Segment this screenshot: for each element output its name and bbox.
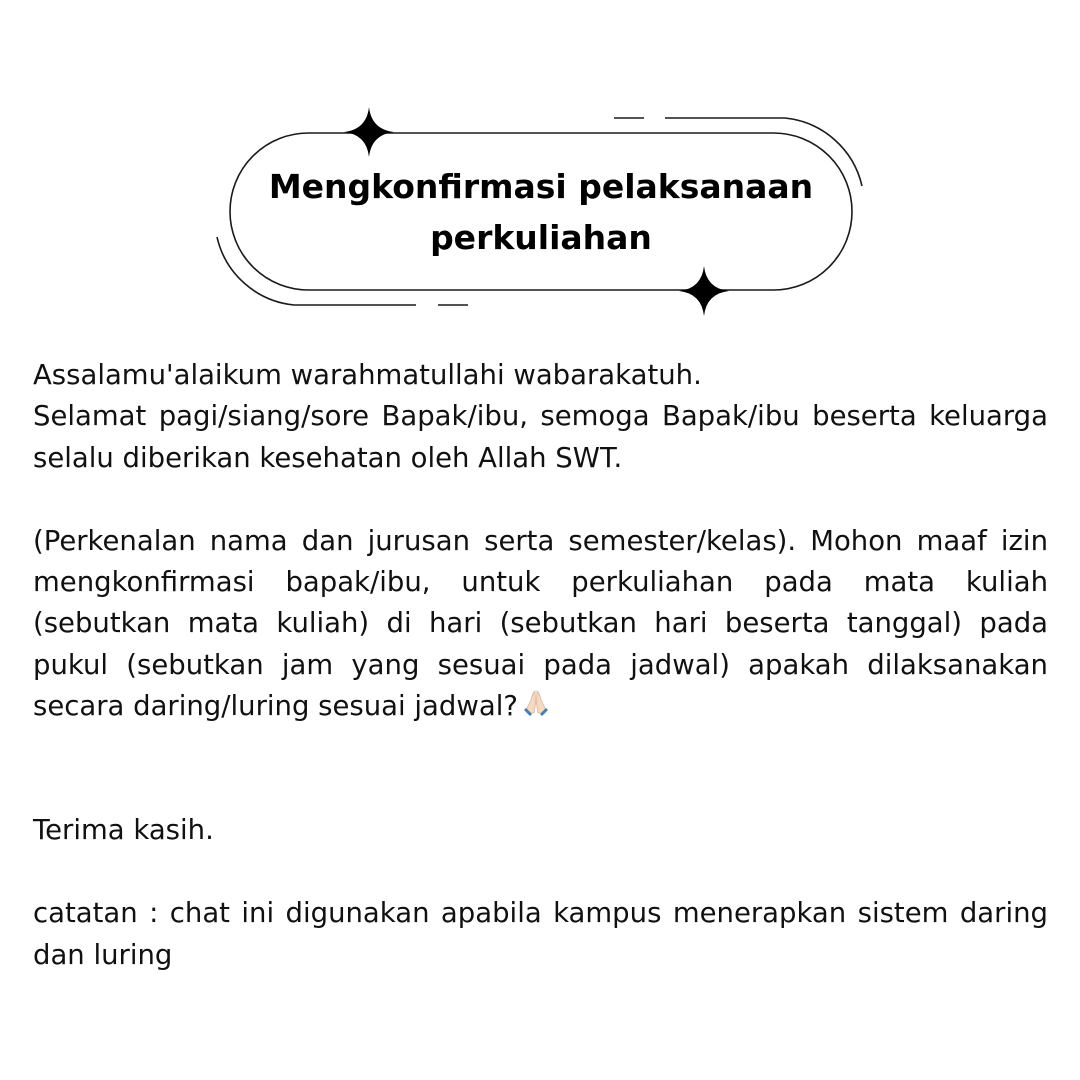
request-paragraph [33,521,1048,728]
spacer [33,479,1048,520]
wishes-paragraph: Selamat pagi/siang/sore Bapak/ibu, semoga Bapak/ibu beserta keluarga selalu diberikan kesehatan oleh Allah SWT. [33,400,1048,474]
title-box [230,133,852,290]
spacer [33,852,1048,893]
closing-paragraph: Terima kasih. [33,814,214,847]
request-text: (Perkenalan nama dan jurusan serta semester/kelas). Mohon maaf izin mengkonfirmasi bapak/ibu, untuk perkuliahan pada mata kuliah (sebutkan mata kuliah) di hari (sebutkan hari beserta tanggal) pada pukul (sebutkan jam yang sesuai pada jadwal) apakah dilaksanakan secara daring/luring sesuai jadwal? [33,524,1048,723]
message-body [33,355,1048,976]
page-title: Mengkonfirmasi pelaksanaan [268,166,814,206]
greeting-paragraph: Assalamu'alaikum warahmatullahi wabarakatuh. [33,359,702,391]
page-title-line-2: perkuliahan [430,217,652,257]
spacer [33,728,1048,811]
note-paragraph: catatan : chat ini digunakan apabila kampus menerapkan sistem daring dan luring [33,897,1048,971]
folded-hands-icon [520,689,552,719]
